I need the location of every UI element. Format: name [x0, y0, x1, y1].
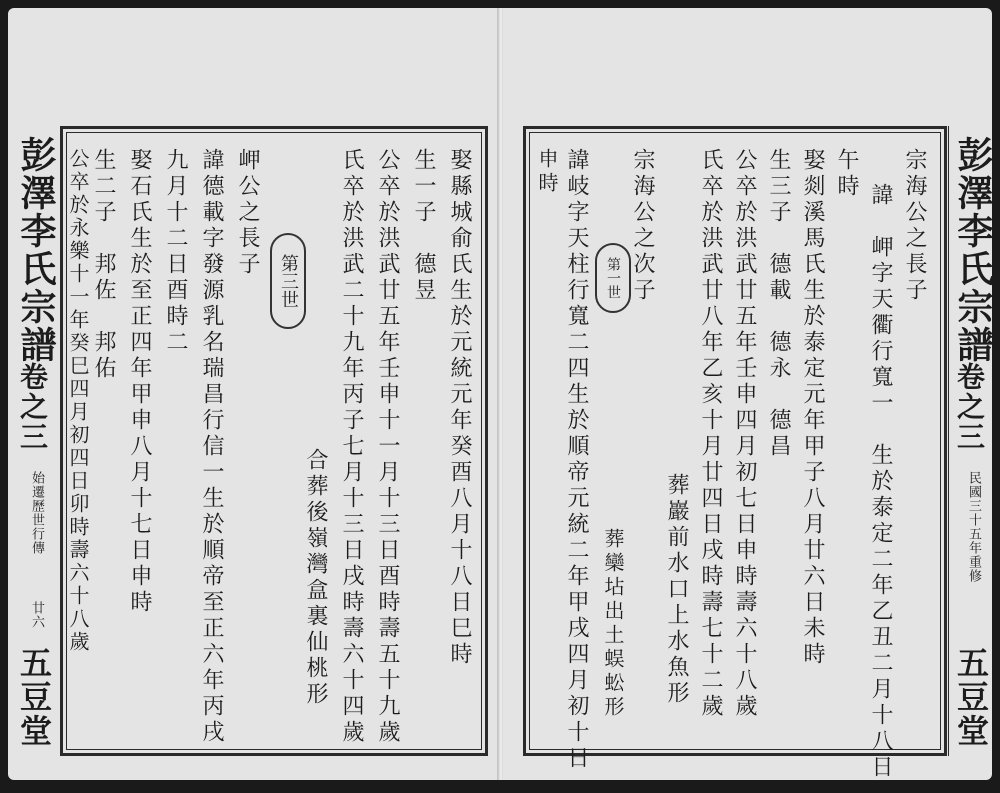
right-hall-name: 五豆堂 — [952, 646, 990, 748]
right-spine-volume: 卷之三 — [953, 362, 986, 452]
left-generation-seal: 第三世 — [270, 233, 306, 329]
left-spine — [14, 126, 61, 756]
right-spine-note: 民國三十五年重修 — [966, 471, 981, 583]
left-col-2: 生一子 德昱 — [411, 148, 436, 304]
right-col-6: 公卒於洪武廿五年壬申四月初七日申時壽六十八歲 — [732, 148, 757, 720]
left-hall-name: 五豆堂 — [15, 646, 53, 748]
right-spine-title: 彭澤李氏宗譜 — [952, 136, 994, 364]
right-col-5: 生三子 德載 德永 德昌 — [766, 148, 791, 460]
right-col-2: 諱 岬字天衢行寬一 生於泰定二年乙丑二月十八日 — [868, 183, 893, 781]
right-spine — [948, 126, 995, 756]
right-col-8: 葬巖前水口上水魚形 — [664, 473, 689, 707]
right-col-7: 氏卒於洪武廿八年乙亥十月廿四日戌時壽七十二歲 — [698, 148, 723, 720]
left-spine-volume: 卷之三 — [16, 362, 49, 452]
right-col-3: 午時 — [834, 148, 859, 200]
right-col-10: 諱岐字天柱行寬二四生於順帝元統二年甲戌四月初十日 — [564, 148, 589, 772]
left-page — [8, 8, 500, 780]
right-page — [503, 8, 992, 780]
left-spine-title: 彭澤李氏宗譜 — [15, 136, 57, 364]
right-col-1: 宗海公之長子 — [902, 148, 927, 304]
left-spine-note: 始遷歷世行傳 — [29, 471, 44, 555]
left-col-8: 九月十二日酉時二 — [163, 148, 188, 356]
left-page-number: 廿六 — [29, 601, 44, 629]
right-col-4: 娶剡溪馬氏生於泰定元年甲子八月廿六日未時 — [800, 148, 825, 668]
left-col-1: 娶縣城俞氏生於元統元年癸酉八月十八日巳時 — [447, 148, 472, 668]
left-col-5: 合葬後嶺灣盒裏仙桃形 — [303, 448, 328, 708]
left-col-6: 岬公之長子 — [235, 148, 260, 278]
left-col-3: 公卒於洪武廿五年壬申十一月十三日酉時壽五十九歲 — [375, 148, 400, 746]
left-col-4: 氏卒於洪武二十九年丙子七月十三日戌時壽六十四歲 — [339, 148, 364, 746]
left-col-7: 諱德載字發源乳名瑞昌行信一生於順帝至正六年丙戌 — [199, 148, 224, 746]
right-generation-seal: 第一世 — [595, 243, 631, 313]
left-col-10: 生二子 邦佐 邦佑 — [91, 148, 116, 382]
right-col-9: 宗海公之次子 — [630, 148, 655, 304]
left-col-11: 公卒於永樂十一年癸巳四月初四日卯時壽六十八歲 — [66, 148, 90, 654]
right-col-11: 申時 — [535, 148, 559, 196]
left-col-9: 娶石氏生於至正四年甲申八月十七日申時 — [127, 148, 152, 616]
right-col-12: 葬欒坫出土蜈蚣形 — [601, 528, 625, 720]
